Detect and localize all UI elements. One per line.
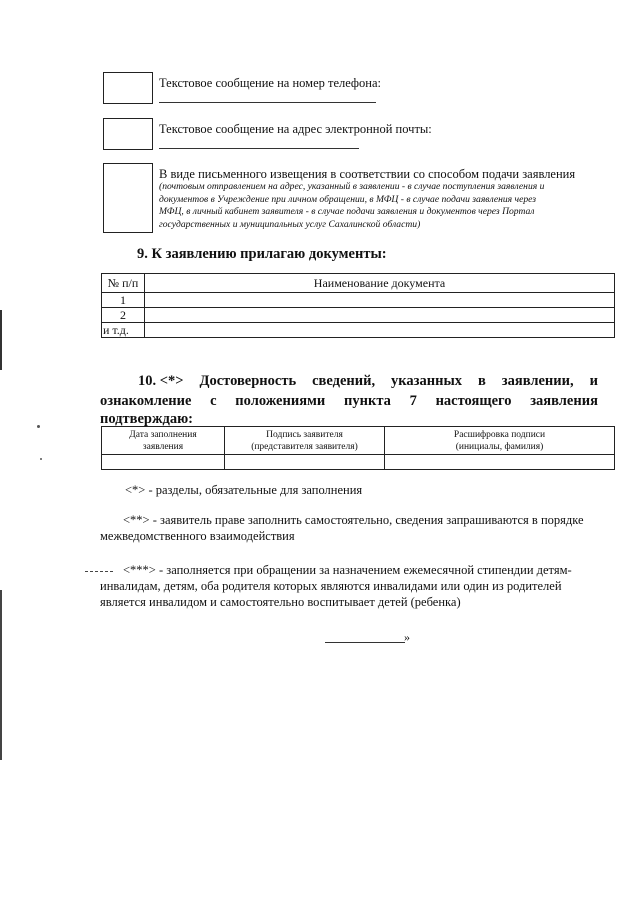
row-number: 1 [102, 293, 145, 308]
document-name-cell[interactable] [145, 308, 615, 323]
signature-table [101, 426, 615, 470]
footnote-required: <*> - разделы, обязательные для заполнения [125, 483, 363, 497]
signature-cell[interactable] [225, 455, 385, 470]
signature-header: Подпись заявителя (представителя заявителя) [225, 427, 385, 455]
document-name-cell[interactable] [145, 293, 615, 308]
section9-title: 9. К заявлению прилагаю документы: [137, 246, 387, 262]
table-row [102, 293, 615, 308]
footnote-line: межведомственного взаимодействия [100, 529, 295, 543]
email-option-label: Текстовое сообщение на адрес электронной почты: [159, 122, 432, 136]
footnote-line: инвалидам, детям, оба родителя которых являются инвалидами или один из родителей [100, 579, 562, 593]
footnote-optional [100, 512, 600, 544]
footnote-line: <***> - заполняется при обращении за назначением ежемесячной стипендии детям- [123, 563, 572, 577]
note-line: документов в Учреждение при личном обращении, в МФЦ - в случае подачи заявления через [159, 193, 537, 205]
col-num-header: № п/п [102, 274, 145, 293]
scan-edge-mark [0, 310, 2, 370]
section10-title [100, 371, 598, 427]
signature-decoding-cell[interactable] [385, 455, 615, 470]
footnote-line: является инвалидом и самостоятельно воспитывает детей (ребенка) [100, 595, 461, 609]
footnote-line: <**> - заявитель праве заполнить самостоятельно, сведения запрашиваются в порядке [123, 513, 584, 527]
note-line: (почтовым отправлением на адрес, указанный в заявлении - в случае поступления заявления и [159, 181, 545, 192]
sms-checkbox[interactable] [103, 72, 153, 104]
date-cell[interactable] [102, 455, 225, 470]
sms-phone-field[interactable] [159, 102, 376, 103]
title-line: ознакомление с положениями пункта 7 настоящего заявления [100, 393, 598, 409]
written-notice-note [159, 181, 544, 231]
table-header-row [102, 274, 615, 293]
scan-speck [40, 458, 42, 460]
table-row [102, 455, 615, 470]
row-number: и т.д. [102, 323, 145, 338]
signature-decoding-header: Расшифровка подписи (инициалы, фамилия) [385, 427, 615, 455]
title-line: подтверждаю: [100, 411, 193, 427]
table-row [102, 323, 615, 338]
closing-quote-mark: » [404, 630, 410, 644]
row-number: 2 [102, 308, 145, 323]
sms-option-label: Текстовое сообщение на номер телефона: [159, 76, 381, 90]
col-name-header: Наименование документа [145, 274, 615, 293]
scan-edge-mark [0, 590, 2, 760]
scan-dash-mark [85, 571, 113, 572]
title-line: 10. <*> Достоверность сведений, указанных в заявлении, и [138, 373, 598, 389]
scan-speck [37, 425, 40, 428]
documents-table [101, 273, 615, 338]
date-fill-line[interactable] [325, 642, 405, 643]
written-notice-label: В виде письменного извещения в соответствии со способом подачи заявления [159, 167, 576, 181]
written-notice-checkbox[interactable] [103, 163, 153, 233]
footnote-scholarship [100, 562, 600, 610]
table-row [102, 308, 615, 323]
note-line: МФЦ, в личный кабинет заявителя - в случае подачи заявления и документов через Портал [159, 206, 535, 218]
date-header: Дата заполнения заявления [102, 427, 225, 455]
note-line: государственных и муниципальных услуг Сахалинской области) [159, 218, 421, 230]
email-checkbox[interactable] [103, 118, 153, 150]
table-header-row [102, 427, 615, 455]
email-address-field[interactable] [159, 148, 359, 149]
document-name-cell[interactable] [145, 323, 615, 338]
